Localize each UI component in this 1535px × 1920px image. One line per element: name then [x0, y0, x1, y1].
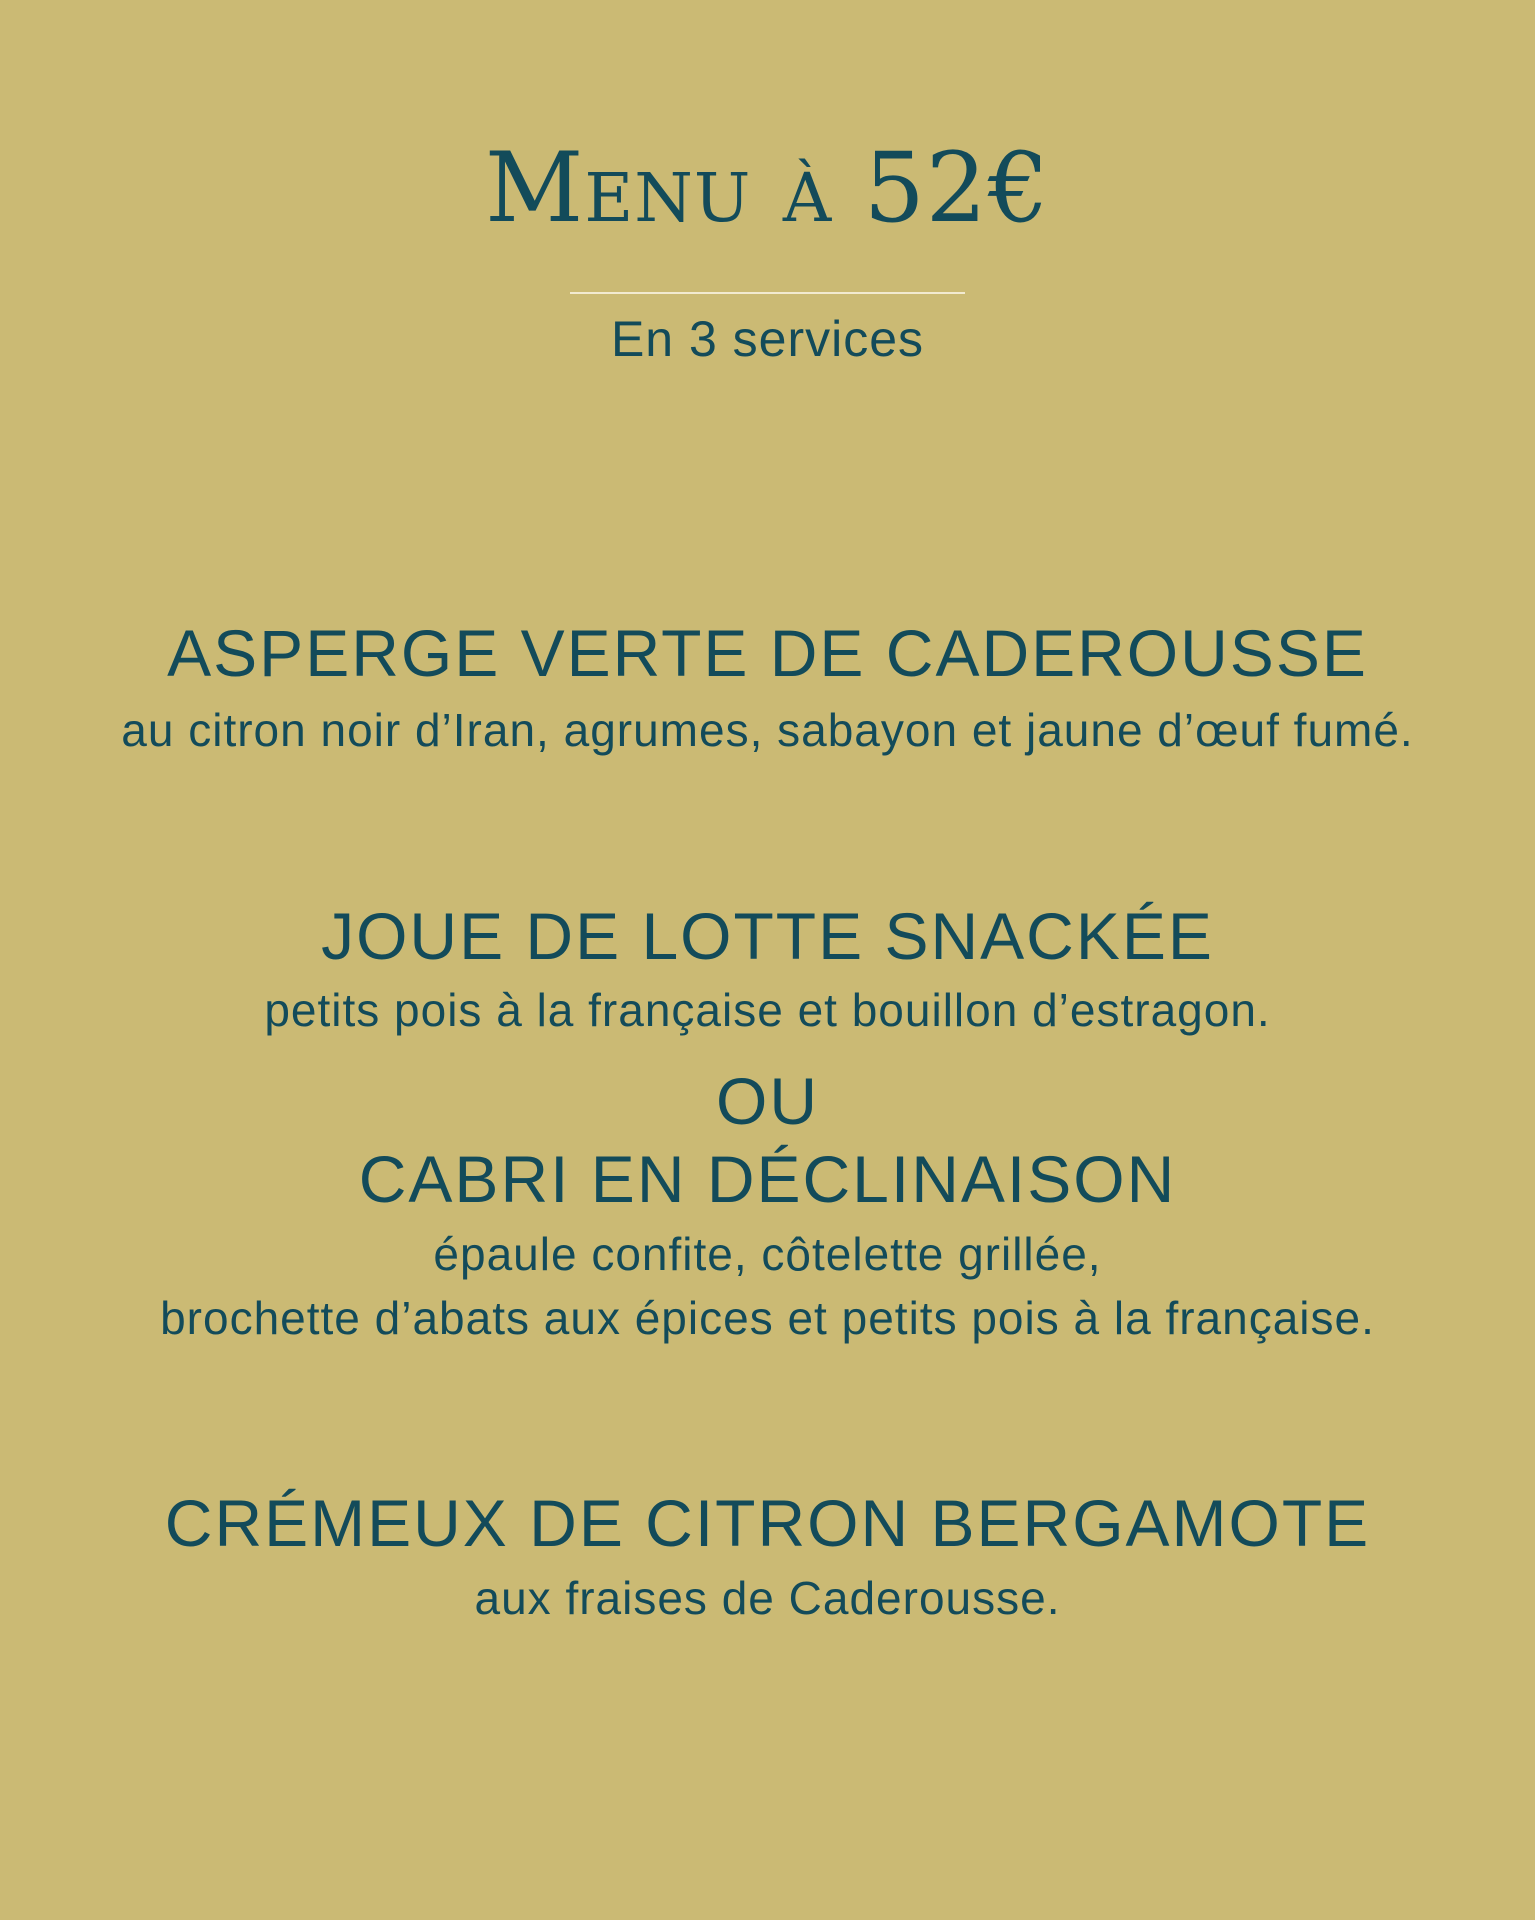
- dessert-name: CRÉMEUX DE CITRON BERGAMOTE: [164, 1486, 1371, 1560]
- starter-description: au citron noir d’Iran, agrumes, sabayon et jaune d’œuf fumé.: [121, 704, 1414, 756]
- main-course-2-description-line-2: brochette d’abats aux épices et petits pois à la française.: [160, 1292, 1375, 1344]
- menu-subtitle: En 3 services: [610, 311, 925, 367]
- main-course-1-description: petits pois à la française et bouillon d’estragon.: [264, 984, 1271, 1036]
- title-divider: [570, 292, 965, 294]
- dessert-description: aux fraises de Caderousse.: [474, 1572, 1061, 1624]
- main-course-1-name: JOUE DE LOTTE SNACKÉE: [321, 899, 1214, 973]
- main-course-2-name: CABRI EN DÉCLINAISON: [358, 1142, 1177, 1216]
- main-course-2-description-line-1: épaule confite, côtelette grillée,: [433, 1228, 1102, 1280]
- starter-name: ASPERGE VERTE DE CADEROUSSE: [167, 616, 1368, 690]
- or-separator: OU: [716, 1064, 819, 1138]
- menu-title: Menu à 52€: [485, 132, 1050, 244]
